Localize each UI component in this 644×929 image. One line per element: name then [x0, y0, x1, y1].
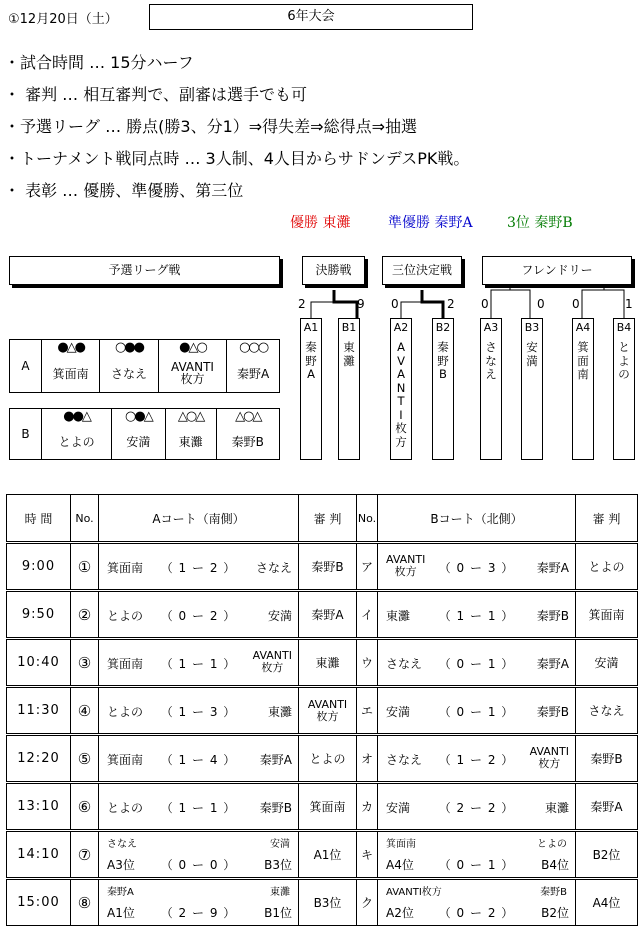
away-team: 東灘: [544, 801, 569, 815]
referee-a: [299, 687, 357, 735]
team-record: △○△: [165, 409, 216, 424]
friendly1-left-score: 0: [481, 297, 489, 311]
score: （ 1 ー 2 ）: [438, 753, 515, 767]
match-no-b: キ: [357, 831, 378, 879]
referee-a: 箕面南: [299, 783, 357, 831]
award-runner-up: 準優勝 秦野A: [388, 215, 473, 231]
score: （ 0 ー 2 ）: [438, 906, 515, 920]
home-team: 箕面南: [107, 561, 144, 575]
home-team-name: 秦野A: [107, 887, 134, 898]
home-team: 箕面南: [107, 657, 144, 671]
schedule-row: [7, 879, 638, 926]
team-name: 安満: [112, 423, 165, 460]
home-team-name: AVANTI枚方: [386, 887, 442, 898]
away-team-name: 東灘: [270, 887, 290, 898]
away-team: B3位: [264, 858, 292, 872]
match-no-b: オ: [357, 735, 378, 783]
home-team: とよの: [107, 801, 144, 815]
match-no-b: ウ: [357, 639, 378, 687]
away-team: AVANTI 枚方: [529, 745, 569, 770]
header-no-b: No.: [357, 495, 378, 543]
match-no-a: ⑦: [71, 831, 99, 879]
slot-team: 秦 野 B: [437, 340, 449, 381]
referee-a: とよの: [299, 735, 357, 783]
rule-awards: ・ 表彰 … 優勝、準優勝、第三位: [4, 181, 244, 200]
referee-a: 東灘: [299, 639, 357, 687]
match-a: [99, 543, 299, 591]
slot-team: と よ の: [618, 340, 630, 381]
away-team: 秦野B: [536, 705, 569, 719]
time-cell: 9:50: [7, 591, 71, 639]
away-team: 秦野B: [259, 801, 292, 815]
home-team: A4位: [386, 858, 414, 872]
final-left-score: 2: [298, 297, 306, 311]
match-no-a: ⑥: [71, 783, 99, 831]
rule-league: ・予選リーグ … 勝点(勝3、分1）⇒得失差⇒総得点⇒抽選: [4, 117, 417, 136]
referee-a: 秦野A: [299, 591, 357, 639]
slot-team: 東 灘: [343, 340, 355, 368]
schedule-row: [7, 831, 638, 879]
third-left-score: 0: [391, 297, 399, 311]
score: （ 1 ー 3 ）: [160, 705, 237, 719]
referee-b: とよの: [576, 543, 638, 591]
time-cell: 9:00: [7, 543, 71, 591]
friendly-bracket-1: [491, 290, 530, 318]
slot-a3: A3 さ な え: [480, 318, 502, 460]
score: （ 0 ー 1 ）: [438, 705, 515, 719]
home-team: とよの: [107, 609, 144, 623]
home-team: A2位: [386, 906, 414, 920]
third-bracket-left: [401, 290, 422, 318]
award-winner: 優勝 東灘: [290, 215, 351, 231]
friendly2-left-score: 0: [572, 297, 580, 311]
referee-b: B2位: [576, 831, 638, 879]
slot-team: 安 満: [526, 340, 538, 368]
friendly2-right-score: 1: [625, 297, 633, 311]
match-a: [99, 591, 299, 639]
team-name: 東灘: [165, 423, 216, 460]
away-team: 秦野B: [536, 609, 569, 623]
rule-tournament: ・トーナメント戦同点時 … 3人制、4人目からサドンデスPK戦。: [4, 149, 470, 168]
match-a: [99, 879, 299, 926]
group-name: B: [10, 409, 42, 460]
referee-a-text: AVANTI 枚方: [307, 697, 348, 723]
away-team: B4位: [541, 858, 569, 872]
match-no-a: ③: [71, 639, 99, 687]
home-team: さなえ: [386, 753, 423, 767]
match-a: [99, 831, 299, 879]
match-no-b: イ: [357, 591, 378, 639]
schedule-row: [7, 783, 638, 831]
score: （ 0 ー 0 ）: [160, 858, 237, 872]
schedule-row: [7, 735, 638, 783]
match-no-a: ②: [71, 591, 99, 639]
home-team: 箕面南: [107, 753, 144, 767]
home-team: A3位: [107, 858, 135, 872]
team-name: さなえ: [100, 354, 158, 393]
referee-a: A1位: [299, 831, 357, 879]
league-header: 予選リーグ戦: [9, 256, 280, 285]
league-group-a: [9, 339, 280, 393]
slot-b2: B2 秦 野 B: [432, 318, 454, 460]
referee-b: 安満: [576, 639, 638, 687]
match-b: [378, 879, 576, 926]
friendly1-right-score: 0: [537, 297, 545, 311]
slot-a4: A4 箕 面 南: [572, 318, 594, 460]
team-record: ●●△: [42, 409, 112, 424]
away-team: 安満: [267, 609, 292, 623]
event-date: ①12月20日（土）: [8, 12, 118, 27]
third-bracket-winner: [422, 290, 443, 318]
slot-a2: A2 A V A N T I 枚 方: [390, 318, 412, 460]
third-right-score: 2: [447, 297, 455, 311]
bracket-lines: [0, 284, 644, 324]
home-team: 東灘: [386, 609, 411, 623]
home-team: 安満: [386, 801, 411, 815]
away-team-name: 安満: [270, 839, 290, 850]
score: （ 2 ー 2 ）: [438, 801, 515, 815]
group-name: A: [10, 340, 42, 393]
match-b: [378, 783, 576, 831]
away-team-name: 秦野B: [540, 887, 567, 898]
award-third: 3位 秦野B: [507, 215, 573, 231]
match-no-a: ⑧: [71, 879, 99, 926]
match-a: [99, 783, 299, 831]
referee-a: B3位: [299, 879, 357, 926]
team-record: ●△●: [42, 340, 100, 355]
league-group-b: [9, 408, 280, 460]
score: （ 2 ー 9 ）: [160, 906, 237, 920]
team-name: 秦野A: [227, 354, 280, 393]
match-b: [378, 639, 576, 687]
away-team-name: とよの: [537, 839, 567, 850]
final-bracket-winner: [334, 290, 357, 318]
away-team: 東灘: [267, 705, 292, 719]
header-ref-a: 審 判: [299, 495, 357, 543]
referee-a: 秦野B: [299, 543, 357, 591]
match-a: [99, 687, 299, 735]
final-right-score: 9: [357, 297, 365, 311]
home-team: さなえ: [386, 657, 423, 671]
friendly-header: フレンドリー: [482, 256, 632, 285]
away-team: さなえ: [255, 561, 292, 575]
time-cell: 14:10: [7, 831, 71, 879]
time-cell: 11:30: [7, 687, 71, 735]
home-team: AVANTI 枚方: [386, 553, 426, 578]
team-record: △○△: [216, 409, 279, 424]
slot-b1: B1 東 灘: [338, 318, 360, 460]
away-team: B2位: [541, 906, 569, 920]
match-no-a: ①: [71, 543, 99, 591]
home-team: 安満: [386, 705, 411, 719]
home-team-name: さなえ: [107, 839, 137, 850]
slot-b4: B4 と よ の: [613, 318, 635, 460]
team-name: とよの: [42, 423, 112, 460]
match-b: [378, 591, 576, 639]
time-cell: 13:10: [7, 783, 71, 831]
schedule-row: [7, 687, 638, 735]
time-cell: 12:20: [7, 735, 71, 783]
header-ref-b: 審 判: [576, 495, 638, 543]
team-name: 箕面南: [42, 354, 100, 393]
away-team: 秦野A: [536, 561, 569, 575]
home-team-name: 箕面南: [386, 839, 416, 850]
match-no-b: エ: [357, 687, 378, 735]
match-b: [378, 735, 576, 783]
event-title: 6年大会: [149, 4, 473, 30]
team-record: ○●△: [112, 409, 165, 424]
team-name: 秦野B: [216, 423, 279, 460]
match-b: [378, 831, 576, 879]
away-team: 秦野A: [259, 753, 292, 767]
score: （ 1 ー 2 ）: [160, 561, 237, 575]
slot-team: 秦 野 A: [305, 340, 317, 381]
referee-b: A4位: [576, 879, 638, 926]
slot-team: 箕 面 南: [577, 340, 589, 381]
team-record: ○○○: [227, 340, 280, 355]
schedule-table: [6, 494, 638, 926]
score: （ 1 ー 1 ）: [438, 609, 515, 623]
score: （ 1 ー 1 ）: [160, 801, 237, 815]
score: （ 0 ー 2 ）: [160, 609, 237, 623]
time-cell: 15:00: [7, 879, 71, 926]
time-cell: 10:40: [7, 639, 71, 687]
header-no-a: No.: [71, 495, 99, 543]
home-team: とよの: [107, 705, 144, 719]
header-court-a: Aコート（南側）: [99, 495, 299, 543]
away-team: 秦野A: [536, 657, 569, 671]
score: （ 0 ー 1 ）: [438, 657, 515, 671]
slot-b3: B3 安 満: [521, 318, 543, 460]
third-place-header: 三位決定戦: [382, 256, 462, 285]
match-a: [99, 735, 299, 783]
schedule-row: [7, 591, 638, 639]
home-team: A1位: [107, 906, 135, 920]
final-header: 決勝戦: [302, 256, 365, 285]
header-time: 時 間: [7, 495, 71, 543]
score: （ 0 ー 3 ）: [438, 561, 515, 575]
schedule-row: [7, 543, 638, 591]
rule-referee: ・ 審判 … 相互審判で、副審は選手でも可: [4, 85, 307, 104]
schedule-header-row: [7, 495, 638, 543]
header-court-b: Bコート（北側）: [378, 495, 576, 543]
match-no-a: ④: [71, 687, 99, 735]
slot-a1: A1 秦 野 A: [300, 318, 322, 460]
away-team: AVANTI 枚方: [252, 649, 292, 674]
friendly-bracket-2: [582, 290, 624, 318]
referee-b: 秦野B: [576, 735, 638, 783]
slot-team: A V A N T I 枚 方: [395, 340, 407, 449]
score: （ 0 ー 1 ）: [438, 858, 515, 872]
match-no-b: ア: [357, 543, 378, 591]
match-no-b: ク: [357, 879, 378, 926]
team-record: ○●●: [100, 340, 158, 355]
referee-b: 秦野A: [576, 783, 638, 831]
referee-b: さなえ: [576, 687, 638, 735]
score: （ 1 ー 1 ）: [160, 657, 237, 671]
referee-b: 箕面南: [576, 591, 638, 639]
slot-team: さ な え: [485, 340, 497, 381]
schedule-row: [7, 639, 638, 687]
score: （ 1 ー 4 ）: [160, 753, 237, 767]
away-team: B1位: [264, 906, 292, 920]
team-name: AVANTI 枚方: [158, 354, 227, 393]
match-b: [378, 687, 576, 735]
team-record: ●△○: [158, 340, 227, 355]
rule-match-time: ・試合時間 … 15分ハーフ: [4, 53, 194, 72]
match-a: [99, 639, 299, 687]
match-no-a: ⑤: [71, 735, 99, 783]
match-b: [378, 543, 576, 591]
match-no-b: カ: [357, 783, 378, 831]
